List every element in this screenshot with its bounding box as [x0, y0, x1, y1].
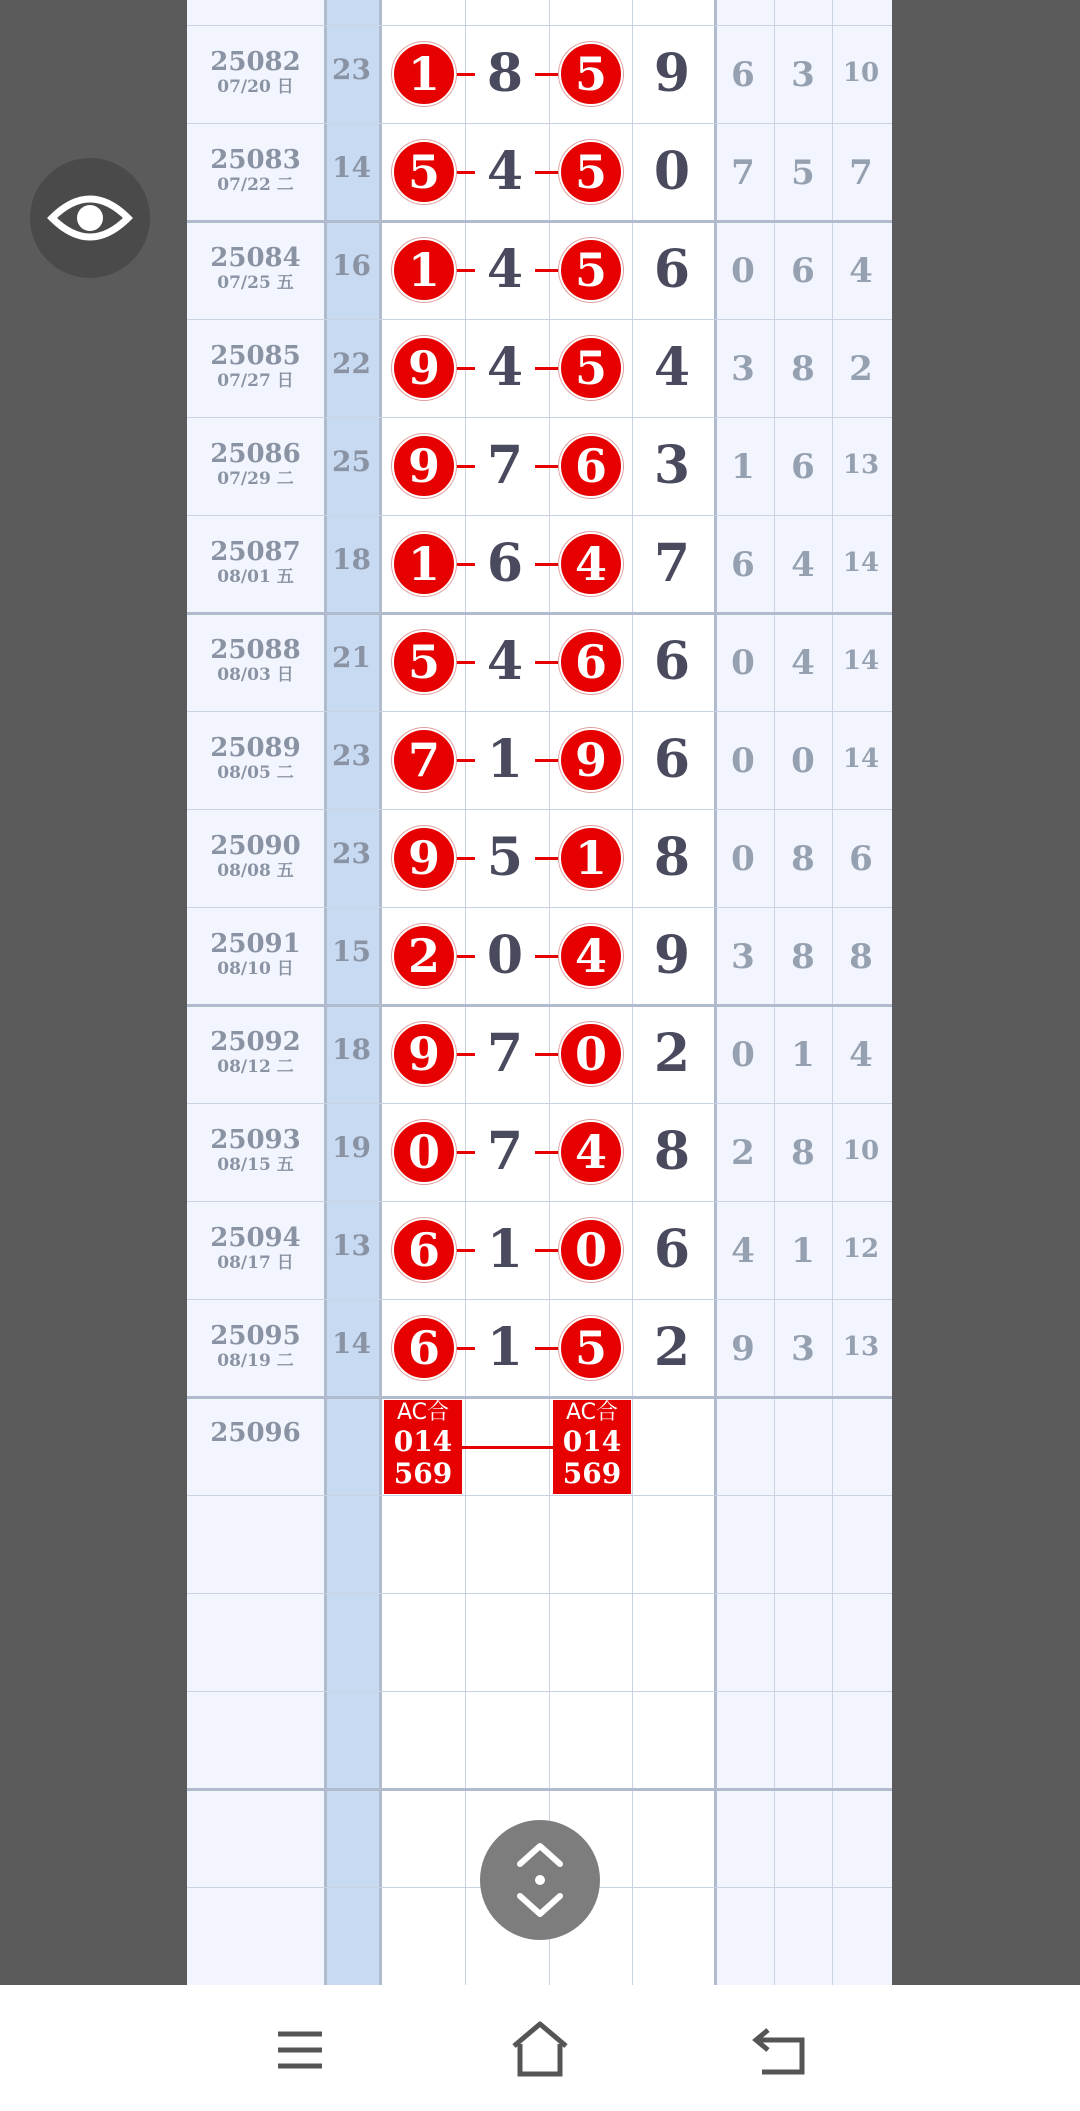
issue-cell [187, 439, 324, 489]
stat-value: 1 [791, 1231, 815, 1271]
sum-value: 18 [332, 543, 371, 576]
digit-ball: 9 [392, 336, 456, 400]
sum-value: 21 [332, 641, 371, 674]
issue-date: 07/29 二 [217, 469, 294, 489]
digit-fourth: 6 [653, 631, 691, 692]
digit-ball: 5 [559, 42, 623, 106]
prediction-connector [462, 1446, 553, 1449]
digit-fourth: 9 [653, 925, 691, 986]
digit-plain: 6 [475, 529, 535, 599]
menu-button[interactable] [260, 2010, 340, 2090]
sum-value: 14 [332, 151, 371, 184]
scroll-updown-icon [480, 1820, 600, 1940]
grid-vline [465, 0, 466, 1985]
sum-value: 22 [332, 347, 371, 380]
grid-hline [187, 711, 892, 712]
issue-number: 25091 [210, 929, 301, 959]
digit-plain: 4 [475, 137, 535, 207]
stat-value: 14 [842, 646, 880, 676]
grid-hline [187, 1299, 892, 1300]
grid-hline [187, 907, 892, 908]
grid-hline [187, 809, 892, 810]
sum-value: 18 [332, 1033, 371, 1066]
digit-ball: 4 [559, 924, 623, 988]
grid-vline [379, 0, 382, 1985]
stat-value: 1 [731, 447, 755, 487]
digit-ball: 6 [392, 1316, 456, 1380]
digit-ball: 1 [392, 532, 456, 596]
stat-value: 2 [731, 1133, 755, 1173]
digit-ball: 9 [392, 1022, 456, 1086]
grid-hline [187, 1691, 892, 1692]
issue-date: 07/27 日 [217, 371, 294, 391]
digit-fourth: 9 [653, 43, 691, 104]
sum-column-bg [324, 0, 379, 1985]
stat-value: 4 [849, 1035, 873, 1075]
prediction-box-1[interactable]: AC合 014 569 [384, 1400, 462, 1494]
issue-cell [187, 733, 324, 783]
stat-value: 1 [791, 1035, 815, 1075]
stat-value: 14 [842, 548, 880, 578]
grid-hline [187, 1593, 892, 1594]
issue-number: 25093 [210, 1125, 301, 1155]
issue-cell [187, 341, 324, 391]
digit-fourth: 4 [653, 337, 691, 398]
stat-value: 8 [849, 937, 873, 977]
home-button[interactable] [500, 2010, 580, 2090]
digit-ball: 5 [559, 1316, 623, 1380]
stat-value: 10 [842, 1136, 880, 1166]
issue-date: 08/03 日 [217, 665, 294, 685]
digit-plain: 1 [475, 725, 535, 795]
stat-value: 0 [731, 839, 755, 879]
stat-value: 4 [791, 545, 815, 585]
grid-hline [187, 1495, 892, 1496]
stat-value: 4 [731, 1231, 755, 1271]
digit-plain: 1 [475, 1313, 535, 1383]
stat-value: 12 [842, 1234, 880, 1264]
digit-fourth: 6 [653, 239, 691, 300]
issue-number: 25083 [210, 145, 301, 175]
digit-fourth: 7 [653, 533, 691, 594]
issue-number: 25095 [210, 1321, 301, 1351]
grid-hline [187, 319, 892, 320]
issue-cell [187, 145, 324, 195]
grid-hline [187, 123, 892, 124]
grid-hline [187, 1396, 892, 1399]
scroll-toggle-button[interactable] [480, 1820, 600, 1940]
grid-vline [324, 0, 327, 1985]
digit-fourth: 3 [653, 435, 691, 496]
issue-number: 25082 [210, 47, 301, 77]
trend-table [187, 0, 892, 1985]
stat-value: 9 [731, 1329, 755, 1369]
prediction-box-2[interactable]: AC合 014 569 [553, 1400, 631, 1494]
sum-value: 23 [332, 837, 371, 870]
digit-ball: 6 [392, 1218, 456, 1282]
digit-plain: 7 [475, 1117, 535, 1187]
digit-ball: 9 [559, 728, 623, 792]
issue-date: 08/19 二 [217, 1351, 294, 1371]
digit-ball: 1 [392, 42, 456, 106]
issue-cell [187, 537, 324, 587]
digit-ball: 1 [559, 826, 623, 890]
grid-hline [187, 515, 892, 516]
stat-value: 4 [849, 251, 873, 291]
grid-hline [187, 612, 892, 615]
grid-hline [187, 220, 892, 223]
grid-hline [187, 1201, 892, 1202]
issue-date: 07/25 五 [217, 273, 294, 293]
issue-date: 08/05 二 [217, 763, 294, 783]
grid-hline [187, 1103, 892, 1104]
system-navigation-bar [0, 1985, 1080, 2111]
issue-cell [187, 1223, 324, 1273]
digit-ball: 4 [559, 1120, 623, 1184]
grid-hline [187, 417, 892, 418]
issue-date: 08/17 日 [217, 1253, 294, 1273]
back-button[interactable] [740, 2010, 820, 2090]
grid-hline [187, 1788, 892, 1791]
issue-cell [187, 1125, 324, 1175]
stat-value: 0 [731, 1035, 755, 1075]
issue-date: 08/15 五 [217, 1155, 294, 1175]
digit-ball: 9 [392, 434, 456, 498]
stat-value: 0 [731, 251, 755, 291]
sum-value: 13 [332, 1229, 371, 1262]
digit-fourth: 0 [653, 141, 691, 202]
issue-number: 25085 [210, 341, 301, 371]
stat-value: 3 [731, 937, 755, 977]
digit-ball: 5 [559, 140, 623, 204]
digit-ball: 9 [392, 826, 456, 890]
stat-value: 0 [731, 741, 755, 781]
issue-cell [187, 635, 324, 685]
grid-vline [714, 0, 717, 1985]
issue-number: 25087 [210, 537, 301, 567]
eye-toggle-button[interactable] [30, 158, 150, 278]
stat-value: 0 [731, 643, 755, 683]
issue-cell [187, 1321, 324, 1371]
issue-number: 25094 [210, 1223, 301, 1253]
digit-ball: 6 [559, 434, 623, 498]
digit-ball: 1 [392, 238, 456, 302]
digit-ball: 4 [559, 532, 623, 596]
stat-value: 7 [731, 153, 755, 193]
digit-fourth: 2 [653, 1317, 691, 1378]
issue-number: 25092 [210, 1027, 301, 1057]
stat-value: 7 [849, 153, 873, 193]
stat-value: 2 [849, 349, 873, 389]
stat-value: 8 [791, 349, 815, 389]
digit-fourth: 6 [653, 1219, 691, 1280]
stat-value: 3 [731, 349, 755, 389]
stat-value: 6 [731, 545, 755, 585]
stat-value: 4 [791, 643, 815, 683]
stat-value: 3 [791, 55, 815, 95]
digit-plain: 4 [475, 627, 535, 697]
sum-value: 14 [332, 1327, 371, 1360]
digit-fourth: 8 [653, 827, 691, 888]
issue-number: 25084 [210, 243, 301, 273]
sum-value: 25 [332, 445, 371, 478]
next-issue: 25096 [210, 1418, 301, 1448]
digit-fourth: 6 [653, 729, 691, 790]
sum-value: 23 [332, 53, 371, 86]
digit-ball: 5 [392, 630, 456, 694]
issue-number: 25088 [210, 635, 301, 665]
digit-ball: 5 [559, 238, 623, 302]
issue-cell [187, 243, 324, 293]
issue-date: 08/08 五 [217, 861, 294, 881]
stat-value: 5 [791, 153, 815, 193]
digit-plain: 5 [475, 823, 535, 893]
digit-plain: 1 [475, 1215, 535, 1285]
issue-number: 25086 [210, 439, 301, 469]
digit-plain: 0 [475, 921, 535, 991]
digit-ball: 5 [559, 336, 623, 400]
sum-value: 16 [332, 249, 371, 282]
stat-value: 8 [791, 1133, 815, 1173]
stat-value: 6 [849, 839, 873, 879]
digit-plain: 4 [475, 235, 535, 305]
stat-value: 14 [842, 744, 880, 774]
digit-ball: 6 [559, 630, 623, 694]
stat-value: 6 [791, 447, 815, 487]
stat-value: 6 [791, 251, 815, 291]
issue-date: 08/12 二 [217, 1057, 294, 1077]
issue-number: 25090 [210, 831, 301, 861]
sum-value: 23 [332, 739, 371, 772]
digit-fourth: 8 [653, 1121, 691, 1182]
stat-columns-bg [714, 0, 892, 1985]
grid-hline [187, 25, 892, 26]
issue-date: 07/22 二 [217, 175, 294, 195]
eye-icon [30, 158, 150, 278]
stat-value: 3 [791, 1329, 815, 1369]
issue-cell [187, 1027, 324, 1077]
issue-cell [187, 47, 324, 97]
menu-icon [260, 2010, 340, 2090]
digit-plain: 7 [475, 431, 535, 501]
stat-value: 6 [731, 55, 755, 95]
digit-ball: 2 [392, 924, 456, 988]
digit-ball: 0 [559, 1022, 623, 1086]
grid-vline [774, 0, 775, 1985]
grid-hline [187, 1004, 892, 1007]
digit-fourth: 2 [653, 1023, 691, 1084]
issue-date: 08/10 日 [217, 959, 294, 979]
issue-date: 08/01 五 [217, 567, 294, 587]
issue-number: 25089 [210, 733, 301, 763]
issue-date: 07/20 日 [217, 77, 294, 97]
sum-value: 15 [332, 935, 371, 968]
grid-vline [549, 0, 550, 1985]
digit-plain: 7 [475, 1019, 535, 1089]
digit-ball: 0 [559, 1218, 623, 1282]
stat-value: 8 [791, 937, 815, 977]
digit-plain: 4 [475, 333, 535, 403]
stat-value: 0 [791, 741, 815, 781]
home-icon [500, 2010, 580, 2090]
digit-ball: 0 [392, 1120, 456, 1184]
issue-cell [187, 831, 324, 881]
stat-value: 10 [842, 58, 880, 88]
digit-plain: 8 [475, 39, 535, 109]
stat-value: 13 [842, 1332, 880, 1362]
digit-ball: 5 [392, 140, 456, 204]
back-icon [740, 2010, 820, 2090]
grid-vline [832, 0, 833, 1985]
stat-value: 13 [842, 450, 880, 480]
digit-ball: 7 [392, 728, 456, 792]
stat-value: 8 [791, 839, 815, 879]
issue-cell [187, 929, 324, 979]
sum-value: 19 [332, 1131, 371, 1164]
